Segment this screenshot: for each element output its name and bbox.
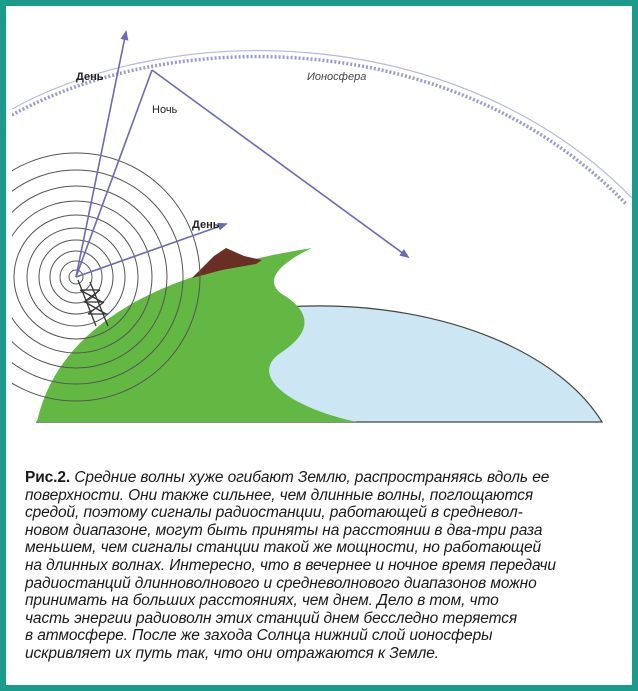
caption-line: искривляет их путь так, что они отражаются к Земле. xyxy=(25,644,439,662)
label-ionosphere: Ионосфера xyxy=(307,71,367,83)
caption-line: новом диапазоне, могут быть приняты на расстоянии в два-три раза xyxy=(25,521,543,539)
transmitter-tower-icon xyxy=(78,280,108,326)
caption-line: часть энергии радиоволн этих станций днем бесследно теряется xyxy=(25,609,518,627)
figure-caption xyxy=(25,469,625,663)
caption-line: средой, поэтому сигналы радиостанции, работающей в средневол- xyxy=(25,504,523,522)
label-day-lower: День xyxy=(192,219,220,231)
label-day-top: День xyxy=(76,71,104,83)
caption-line: принимать на больших расстояниях, чем днем. Дело в том, что xyxy=(25,592,499,610)
label-night: Ночь xyxy=(152,104,178,116)
caption-line: меньшем, чем сигналы станции такой же мощности, но работающей xyxy=(25,539,542,557)
caption-label: Рис.2. xyxy=(25,469,71,486)
caption-line: Рис.2. Средние волны хуже огибают Землю, распространяясь вдоль ее xyxy=(25,469,550,486)
caption-line: поверхности. Они также сильнее, чем длинные волны, поглощаются xyxy=(25,486,534,504)
caption-line: в атмосфере. После же захода Солнца нижний слой ионосферы xyxy=(25,627,493,645)
caption-line: на длинных волнах. Интересно, что в вечернее и ночное время передачи xyxy=(25,556,556,574)
caption-line: радиостанций длинноволнового и средневолнового диапазонов можно xyxy=(25,574,537,592)
radio-wave-diagram xyxy=(12,12,638,464)
